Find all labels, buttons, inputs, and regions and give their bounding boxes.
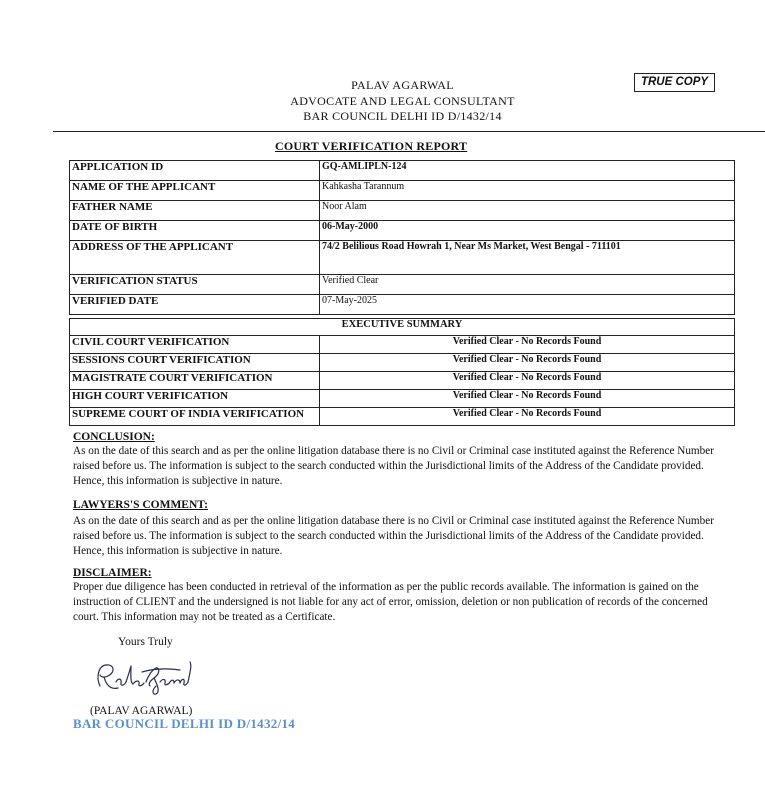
table-row xyxy=(70,161,735,181)
table-row xyxy=(70,336,735,354)
table-row xyxy=(70,372,735,390)
table-row xyxy=(70,295,735,315)
table-row xyxy=(70,390,735,408)
advocate-role: ADVOCATE AND LEGAL CONSULTANT xyxy=(290,94,515,108)
row-value: Verified Clear xyxy=(320,275,735,295)
row-value: 74/2 Belilious Road Howrah 1, Near Ms Market, West Bengal - 711101 xyxy=(320,241,735,275)
header-divider xyxy=(53,131,765,132)
row-label: ADDRESS OF THE APPLICANT xyxy=(70,241,320,275)
lawyers-comment-text: As on the date of this search and as per the online litigation database there is no Civil or Criminal case instituted against the Reference Number raised before us. The information is subject to the search conducted within the Jurisdictional limits of the Address of the Candidate provided. Hence, this information is subjective in nature. xyxy=(73,515,714,557)
disclaimer-heading: DISCLAIMER: xyxy=(73,567,152,579)
row-value: 07-May-2025 xyxy=(320,295,735,315)
applicant-details-table xyxy=(69,160,735,315)
row-value: Verified Clear - No Records Found xyxy=(320,372,735,390)
report-title: COURT VERIFICATION REPORT xyxy=(275,139,468,153)
row-label: SUPREME COURT OF INDIA VERIFICATION xyxy=(70,408,320,426)
executive-summary-table xyxy=(69,318,735,426)
row-label: HIGH COURT VERIFICATION xyxy=(70,390,320,408)
row-label: SESSIONS COURT VERIFICATION xyxy=(70,354,320,372)
signature-bar-id: BAR COUNCIL DELHI ID D/1432/14 xyxy=(73,716,296,731)
row-value: 06-May-2000 xyxy=(320,221,735,241)
advocate-bar-id: BAR COUNCIL DELHI ID D/1432/14 xyxy=(303,109,502,123)
row-label: CIVIL COURT VERIFICATION xyxy=(70,336,320,354)
row-value: GQ-AMLIPLN-124 xyxy=(320,161,735,181)
closing-text: Yours Truly xyxy=(118,636,173,648)
conclusion-text: As on the date of this search and as per the online litigation database there is no Civil or Criminal case instituted against the Reference Number raised before us. The information is subject to the search conducted within the Jurisdictional limits of the Address of the Candidate provided. Hence, this information is subjective in nature. xyxy=(73,445,714,487)
table-row xyxy=(70,408,735,426)
row-label: NAME OF THE APPLICANT xyxy=(70,181,320,201)
row-label: MAGISTRATE COURT VERIFICATION xyxy=(70,372,320,390)
row-value: Kahkasha Tarannum xyxy=(320,181,735,201)
row-value: Verified Clear - No Records Found xyxy=(320,408,735,426)
handwritten-signature xyxy=(90,656,200,698)
row-value: Verified Clear - No Records Found xyxy=(320,354,735,372)
row-value: Verified Clear - No Records Found xyxy=(320,336,735,354)
row-label: DATE OF BIRTH xyxy=(70,221,320,241)
summary-title: EXECUTIVE SUMMARY xyxy=(70,319,735,336)
table-row xyxy=(70,354,735,372)
table-row xyxy=(70,201,735,221)
printed-name: (PALAV AGARWAL) xyxy=(90,705,193,717)
row-label: FATHER NAME xyxy=(70,201,320,221)
table-row xyxy=(70,221,735,241)
row-label: VERIFICATION STATUS xyxy=(70,275,320,295)
table-row xyxy=(70,241,735,275)
row-value: Noor Alam xyxy=(320,201,735,221)
conclusion-heading: CONCLUSION: xyxy=(73,431,155,443)
disclaimer-text: Proper due diligence has been conducted in retrieval of the information as per the public records available. The information is gained on the instruction of CLIENT and the undersigned is not liable for any act of error, omission, deletion or non publication of records of the concerned court. This information may not be treated as a Certificate. xyxy=(73,581,708,623)
advocate-name: PALAV AGARWAL xyxy=(351,78,454,92)
lawyers-comment-heading: LAWYERS'S COMMENT: xyxy=(73,499,208,511)
row-value: Verified Clear - No Records Found xyxy=(320,390,735,408)
row-label: VERIFIED DATE xyxy=(70,295,320,315)
true-copy-stamp: TRUE COPY xyxy=(634,73,715,92)
signature-icon xyxy=(90,656,200,698)
table-header-row xyxy=(70,319,735,336)
table-row xyxy=(70,275,735,295)
table-row xyxy=(70,181,735,201)
row-label: APPLICATION ID xyxy=(70,161,320,181)
